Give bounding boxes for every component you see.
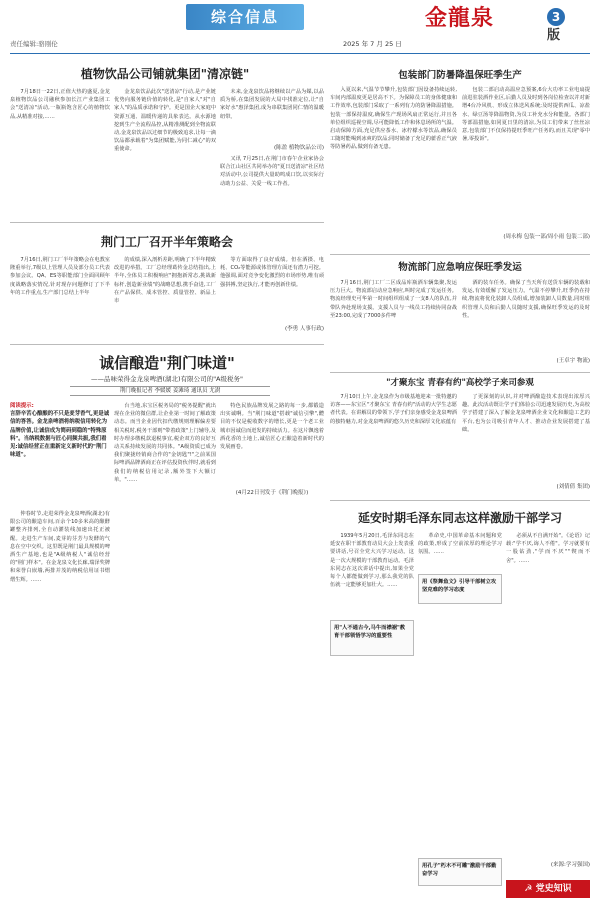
article-7-quote3: 用孔子"朽木不可雕"激励干部勤奋学习: [418, 858, 502, 886]
divider: [10, 222, 324, 223]
article-4-col1: 入夏以来,气温节节攀升,包装部门因设备持续运转,车间内部温度更是居高不下。为保障员工的身体健康和工作效率,包装部门采取了一系列有力的防暑降温措施。包装一部保持温度,确保生产现场风扇正常运行,并且各单位组织巡视空调,尽可能降低工作和休息场所的气温。启动保障方面,充足供应茶水、冰柠檬水等饮品,确保员工随时能喝到冰爽的饮品;同时储备了充足的藿香正气液等防暑药品,做到有备无患。: [330, 87, 457, 151]
article-4-title: 包装部门防暑降温保旺季生产: [398, 70, 522, 81]
article-7-title: 延安时期毛泽东同志这样激励干部学习: [357, 511, 562, 525]
article-6-col2: 了更深刻的认识,并对啤酒酿造技术表现出浓厚兴趣。此次活动既让学子们体验公司迅速发展历史,为高校学子搭建了深入了解金龙泉啤酒企业文化和酿造工艺的平台,也为公司吸引青年人才、推动企业发展搭建了基础。: [462, 394, 590, 433]
article-3-lead-box: [10, 402, 110, 506]
newspaper-logo: 金龍泉: [425, 5, 495, 31]
article-5-credit: (王卓宇 物流): [556, 358, 590, 364]
divider: [330, 372, 590, 373]
article-3-title: 诚信酿造"荆门味道": [99, 354, 235, 372]
divider: [330, 254, 590, 255]
article-2-credit: (李勇 人事行政): [284, 326, 324, 332]
article-5-col2: 酒的装车任务。确保了当天所有送货车辆的装载和发运,有效缓解了发运压力。气温不停攀升,旺季仍在持续,物流将优化装卸人员组成,增加装卸人员数量,同时组织管理人员和后勤人员随时支援,确保旺季发运的及时性。: [462, 280, 590, 319]
party-history-badge: [506, 880, 590, 898]
article-7-credit: (来源:学习强国): [550, 862, 590, 868]
page-number-circle: 3: [547, 8, 565, 26]
article-2-title: 荆门工厂召开半年策略会: [100, 235, 233, 249]
article-3-subtitle: ——品味荣得金龙泉啤酒(湖北)有限公司的"A级税务": [91, 375, 243, 383]
article-7-col3: 必须从不自满开始"。《论语》记载:"学不厌,诲人不倦"。学习就要有一股钻劲,"学而不厌""锲而不舍"。……: [506, 533, 590, 564]
article-5-title: 物流部门应急响应保旺季发运: [398, 262, 522, 273]
header-rule: [10, 53, 590, 54]
article-4-credit: (周永梅 包装一部/周小雨 包装二部): [503, 234, 590, 240]
article-7-quote2: 用《祭舞鱼文》引导干部树立攻坚克难的学习态度: [418, 574, 502, 604]
article-6-col1: 7月10日上午,金龙泉作为市级基地迎来一批特邀的访客——东宝区"才聚东宝 青春有约"活动的大学生志愿者代表。在讲解员的带领下,学子们亲身感受金龙泉啤酒的独特魅力,对金龙泉啤酒的悠久历史和深厚文化底蕴有: [330, 394, 457, 425]
lead-label: 阅读提示:: [10, 403, 34, 409]
article-3-col2: 台当地,东宝区税务局的"税务提醒"就出现在企业的微信群,让企业第一时间了解政策动态。而当企业因代扣代缴规则理解偏差要相关税时,税务干部则"带着政策"上门辅导,及时办理多缴税款退税事宜,税企双方的良好互动关系持续发展的共同体。"A级资质已成为我们聚拢经销商合作的"金钥匙"!"之前某国际啤酒品牌酒商正在评估投资伙伴时,就看到我们的纳税信用记录,额外签下大额订单。"……: [114, 403, 216, 483]
article-2-col3: 等方面取得了良好成绩。但在酒摄、电耗、CO₂等能源或体管理方面还有潜力可挖。他强调,面对竞争变化激烈的市场形势,唯有顽强拼搏,坚定执行,才能再创新佳绩。: [220, 257, 324, 288]
article-2-col1: 7月16日,荆门工厂半年策略会在电教室隆重举行,7级以上管理人员及部分员工代表参加会议。QA、ES等职能部门全面回顾年度战略落实情况,针对现存问题修订了下半年的工作重点,生产部门总结上半年: [10, 257, 110, 296]
article-2-col2: 的成绩,深入剖析差距,明确了下半年精致改进的举措。工厂总经理葛传金总结指出,上半年,全体员工积极响应"拥抱新常态,挑战新标杆,创造新业绩"的战略思想,携手奋进,工厂在产品保供、成本管控、质量管控、新品上市: [114, 257, 216, 305]
party-emblem-icon: ☭: [524, 884, 533, 894]
page-number: [547, 8, 573, 43]
lead-text: 言辞辛苦心酿酿的不只是麦芽香气,更是诚信的答答。金龙泉啤酒将纳税信用转化为品牌价值,让诚信成为简码到稳的"特殊原料"。当纳税数据与匠心同频共振,我们看见:诚信经营正在重新定义新时代的"荆门味道"。: [10, 411, 110, 459]
article-3-credit: (4月22日刊发于《荆门晚报》): [235, 490, 309, 496]
article-1-col3: 未来,金龙泉饮品将继续以产品为媒,以品质为桥,在集团发展的大局中找准定位,让"自家好水"惠泽集团,成为串联集团同仁情的温暖纽带。: [220, 89, 324, 120]
article-3-col3: 特色民族品牌发展之路的每一步,都锻造出实诚啊。当"荆门味道"搭载"诚信引擎",醴目的不仅是税收数字的增长,更是一个老工业城市因诚信而迸发的持续活力。在这片飘逸着酒花香的土地上,诚信匠心正酿造着新时代的发展画卷。: [220, 403, 324, 451]
article-7-col2: 革命史,中国革命基本问题和党的政策,形成了空前浓厚的理论学习氛围。……: [418, 533, 502, 556]
page-header: [0, 0, 600, 56]
page-label: 版: [547, 27, 561, 43]
article-1-credit: (陈盈 植物饮品公司): [273, 145, 324, 151]
article-3-col1: 仲春时节,走进荣得金龙泉啤酒(湖北)有限公司的酿造车间,百余个10多米高的酿酵罐整齐排列,全自动灌装线加速出托正被醒。走进生产车间,麦芽的芬芳与发酵的气息在空中交织。这里既是荆门最具规模的啤酒生产基地,也是"A级纳税人"诚信经营的"荆门样本"。在金龙泉文化长廊,瑞泽奖牌和荣誉白嵌墙,两排并茂的纳税信用证书熠熠生辉。……: [10, 511, 110, 583]
divider: [10, 344, 324, 345]
section-banner: 综合信息: [186, 4, 304, 30]
party-history-label: 党史知识: [535, 884, 572, 894]
article-6-credit: (刘倩倩 集团): [556, 484, 590, 490]
editor-credit: 责任编辑:骆刚伦: [10, 40, 58, 48]
article-1-col1: 7月18日一22日,正值大热的盛夏,金龙泉植物饮品公司融秋参加长江产业集团工会"送清凉"活动,一瓶瓶饱含匠心的植物饮品,从精准对接,……: [10, 89, 110, 120]
article-4-col2: 包装二部启动高温应急预案,6台大功率工业电扇提前进驻装酒作业区,后勤人员及时到各岗位检查以并对新增4台冷风机、形成立体送风系统;及时提供西瓜、凉盐水、绿豆汤等降温物资,为员工补充水分和能量。各部门等部温措施,如同夏日里的清凉,为员工们带来了丝丝凉意,包装部门不仅保持提旺季旺产任务的,而且关现"零中暑,零投诉"。: [462, 87, 590, 143]
article-6-title: "才聚东宝 青春有约"高校学子来司参观: [386, 378, 534, 388]
article-3-byline: 荆门晚报记者 李媛媛 姜滩琦 通讯员 尤澍: [70, 386, 270, 396]
article-1-col2: 金龙泉饮品此次"送清凉"行动,是产业链优势向服务链价值的转化,是"自家人"对"自家人"的品质承诺和守护。更是国企大家庭中资源互通、温暖传递的具象表达。从水源地挖到生产全流程品控,从精准测配到全物流联动,金龙泉饮品以过细节的极致追求,让每一滴饮品都承载着"为集团赋能,为同仁减心"的双重使命。: [114, 89, 216, 153]
article-1-title: 植物饮品公司铺就集团"清凉链": [80, 67, 250, 81]
article-7-quote1: 用"人不通古今,马牛而襟裾"教育干部领悟学习的重要性: [330, 620, 414, 656]
divider: [330, 500, 590, 501]
article-5-col1: 7月16日,荆门工厂二区成品库瓶酒车辆集聚,发运压力巨大。物流部启动应急响应,叫时完成了发运任务。物流经理史可华第一时间组织组成了一支8人的队伍,并带队奔赴现场支援。支援人员与一线员工持续协同奋战至23:00,完成了7000多件啤: [330, 280, 457, 319]
issue-date: 2025 年 7 月 25 日: [343, 40, 402, 48]
article-1-col3b: 又讯 7月25日,在荆门市春午企业家协会联合江山社区共同举办的"夏日送清凉"社区结对活动中,公司提供大量助鸣成口饮,以实际行动助力公益、关爱一线工作者。: [220, 156, 324, 187]
article-7-col1: 1939年5月20日,毛泽东同志在延安在职干部教育动员大会上发表重要讲话,号召全党大兴学习运动。这是一次大规模的干部教育运动。毛泽东同志在这次讲话中提出,如果全党每个人都能做到学习,那么我党的队伍就一定能够更加壮大。……: [330, 533, 414, 589]
